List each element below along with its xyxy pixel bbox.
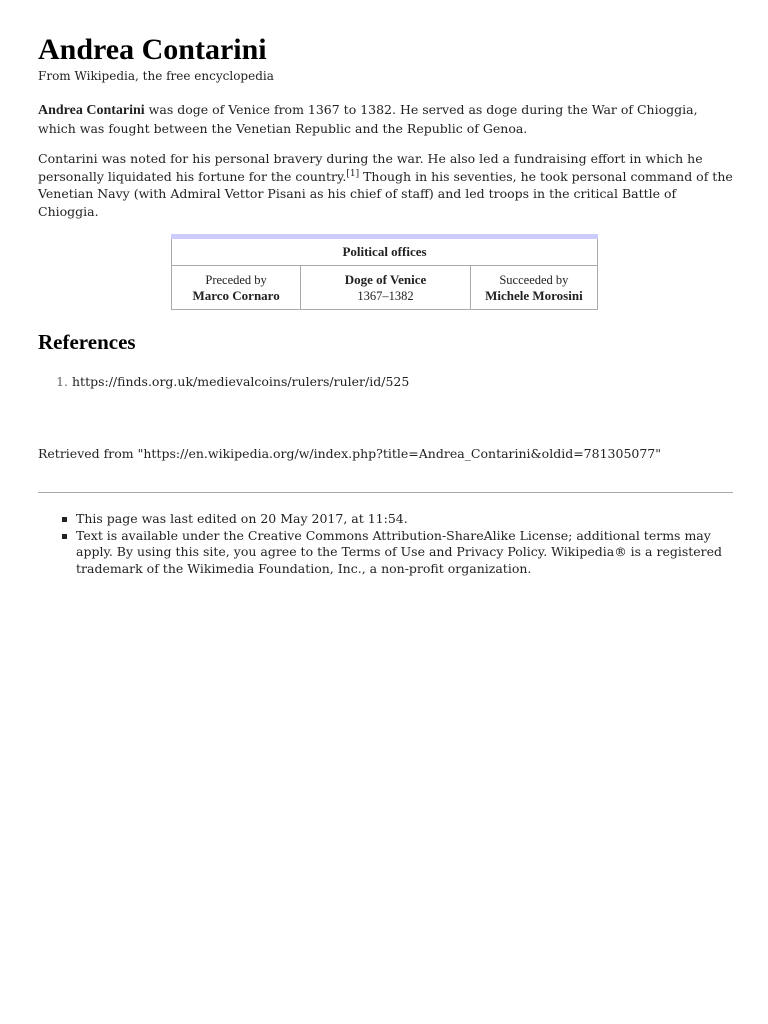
footer-divider: [38, 492, 733, 493]
succession-header: Political offices: [172, 237, 598, 266]
site-tagline: From Wikipedia, the free encyclopedia: [38, 69, 274, 83]
intro-text: was doge of Venice from 1367 to 1382. He served as doge during the War of Chioggia, which was fought between the Venetian Republic and the Republic of Genoa.: [38, 102, 698, 136]
office-years: 1367–1382: [357, 288, 414, 303]
footer-list: [38, 511, 733, 577]
references-list: [38, 374, 733, 390]
last-edited-text: This page was last edited on 20 May 2017, at 11:54.: [76, 511, 408, 526]
preceded-by-cell: [172, 266, 301, 310]
succeeded-by-label: Succeeded by: [499, 272, 569, 287]
references-heading: References: [38, 330, 136, 354]
body-text-b: Though in his seventies, he took personal command of the Venetian Navy (with Admiral Vettor Pisani as his chief of staff) and led troops in the critical Battle of Chioggia.: [38, 168, 733, 219]
intro-paragraph: [38, 101, 733, 137]
office-cell: [301, 266, 471, 310]
page-title: Andrea Contarini: [38, 33, 267, 66]
retrieved-from: Retrieved from "https://en.wikipedia.org/w/index.php?title=Andrea_Contarini&oldid=781305077": [38, 446, 662, 461]
square-bullet-icon: [62, 534, 67, 539]
footer-item: [76, 511, 733, 528]
body-text-a: Contarini was noted for his personal bravery during the war. He also led a fundraising effort in which he personally liquidated his fortune for the country.: [38, 151, 703, 184]
body-paragraph: [38, 150, 733, 220]
reference-url-link[interactable]: https://finds.org.uk/medievalcoins/rulers/ruler/id/525: [72, 374, 410, 389]
citation-link[interactable]: [1]: [346, 168, 360, 179]
office-link[interactable]: Doge of Venice: [344, 271, 427, 287]
reference-item: [72, 374, 733, 390]
succeeded-by-cell: [470, 266, 597, 310]
square-bullet-icon: [62, 517, 67, 522]
preceded-by-label: Preceded by: [205, 272, 267, 287]
footer-item: [76, 528, 733, 578]
predecessor-link[interactable]: Marco Cornaro: [192, 287, 280, 303]
successor-link[interactable]: Michele Morosini: [485, 287, 583, 303]
article-content: [38, 32, 733, 577]
succession-box: [171, 234, 598, 310]
subject-bold-name: Andrea Contarini: [38, 103, 145, 118]
license-text: Text is available under the Creative Commons Attribution-ShareAlike License; additional terms may apply. By using this site, you agree to the Terms of Use and Privacy Policy. Wikipedia® is a registered trademark of the Wikimedia Foundation, Inc., a non-profit organization.: [76, 527, 723, 576]
